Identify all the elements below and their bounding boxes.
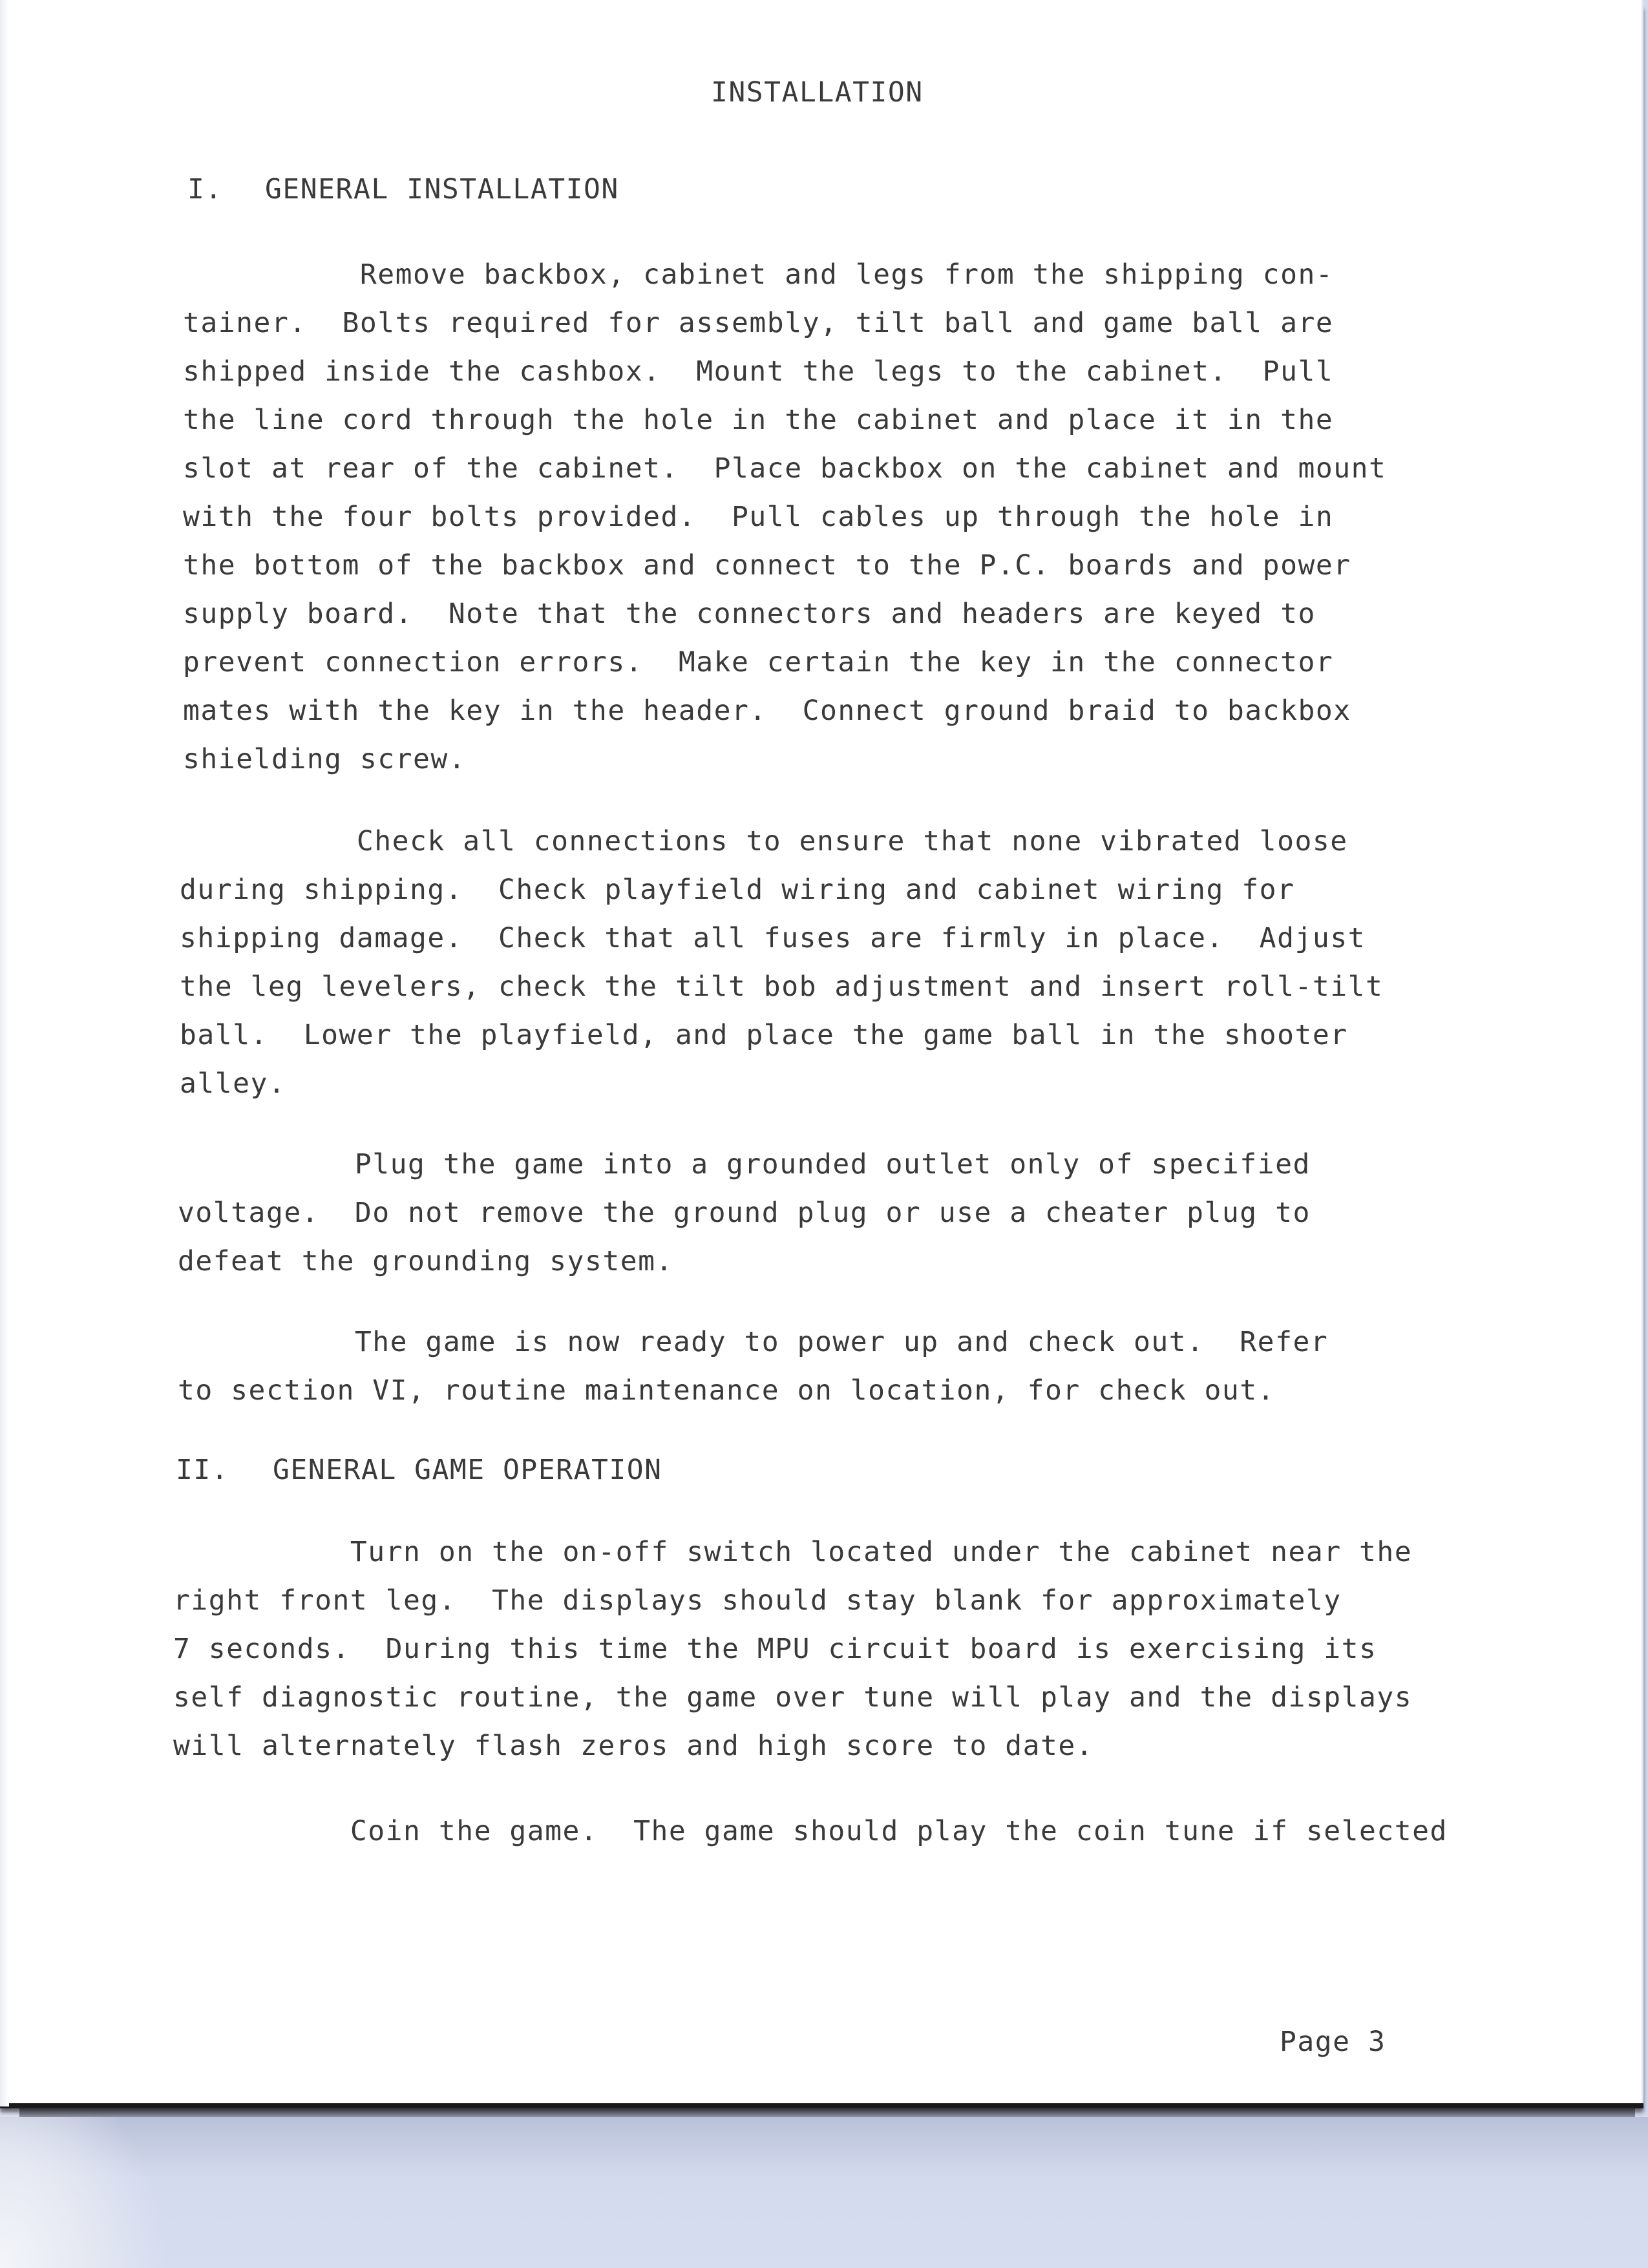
section-number: II. [176, 1454, 229, 1486]
paragraph-check-connections: Check all connections to ensure that none vibrated loose during shipping. Check playfield wiring and cabinet wiring for shipping damage. Check that all fuses are firmly in place. Adjust the leg levelers, check the tilt bob adjustment and insert roll-tilt ball. Lower the playfield, and place the game ball in the shooter alley. [180, 825, 1384, 1100]
paragraph-ready-to-power-up: The game is now ready to power up and check out. Refer to section VI, routine maintenance on location, for check out. [178, 1326, 1329, 1407]
paragraph-remove-backbox: Remove backbox, cabinet and legs from the shipping con- tainer. Bolts required for assembly, tilt ball and game ball are shipped inside the cashbox. Mount the legs to the cabinet. Pull the line cord through the hole in the cabinet and place it in the slot at rear of the cabinet. Place backbox on the cabinet and mount with the four bolts provided. Pull cables up through the hole in the bottom of the backbox and connect to the P.C. boards and power supply board. Note that the connectors and headers are keyed to prevent connection errors. Make certain the key in the connector mates with the key in the header. Connect ground braid to backbox shielding screw. [183, 258, 1387, 775]
paragraph-turn-on-switch: Turn on the on-off switch located under the cabinet near the right front leg. The displays should stay blank for approximately 7 seconds. During this time the MPU circuit board is exercising its self diagnostic routine, the game over tune will play and the displays will alternately flash zeros and high score to date. [173, 1536, 1413, 1762]
paragraph-coin-the-game: Coin the game. The game should play the coin tune if selected [173, 1815, 1448, 1847]
page-title: INSTALLATION [711, 76, 924, 109]
section-number: I. [187, 173, 223, 205]
page-number: Page 3 [1280, 2026, 1386, 2058]
section-heading-general-installation [187, 173, 619, 205]
section-title: GENERAL INSTALLATION [265, 173, 619, 205]
paragraph-plug-game: Plug the game into a grounded outlet only of specified voltage. Do not remove the ground plug or use a cheater plug to defeat the grounding system. [178, 1148, 1311, 1277]
page-shadow [0, 2117, 1648, 2268]
section-title: GENERAL GAME OPERATION [273, 1454, 662, 1486]
paper-left-edge [0, 0, 9, 2106]
page-bottom-edge [19, 2108, 1635, 2117]
section-heading-general-game-operation [176, 1454, 662, 1486]
